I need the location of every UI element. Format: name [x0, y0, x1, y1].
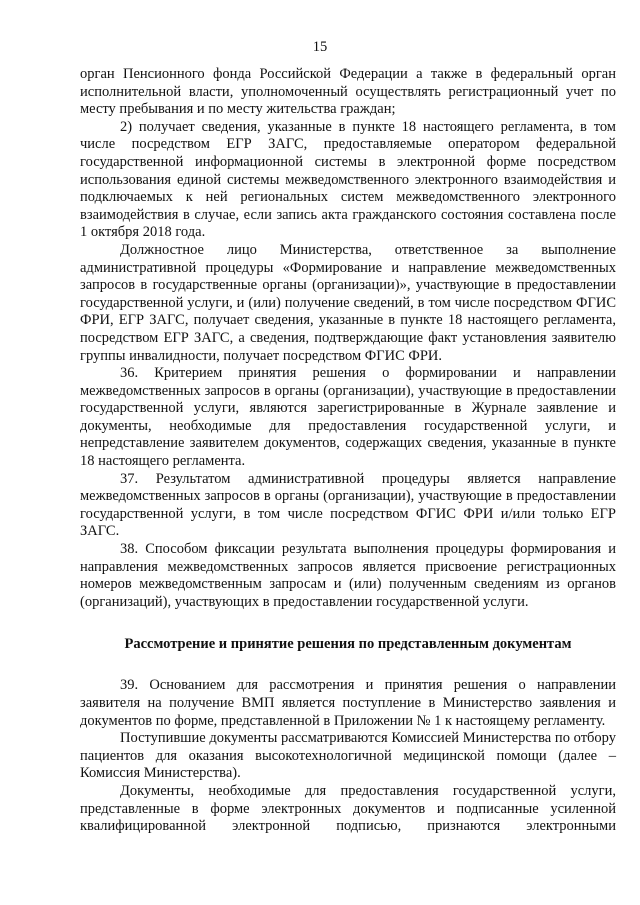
paragraph-electronic-documents: Документы, необходимые для предоставления государственной услуги, представленные в форме электронных документов и подписанные усиленной квалифицированной электронной подписью, признаются электронными	[80, 782, 616, 835]
section-heading: Рассмотрение и принятие решения по представленным документам	[124, 636, 572, 653]
paragraph-39: 39. Основанием для рассмотрения и принятия решения о направлении заявителя на получение ВМП является поступление в Министерство заявления и документов по форме, представленной в Приложении № 1 к настоящему регламенту.	[80, 677, 616, 729]
paragraph-continuation: орган Пенсионного фонда Российской Федерации а также в федеральный орган исполнительной власти, уполномоченный осуществлять регистрационный учет по месту пребывания и по месту жительства граждан;	[80, 66, 616, 118]
paragraph-official-responsibility: Должностное лицо Министерства, ответственное за выполнение административной процедуры «Формирование и направление межведомственных запросов в государственные органы (организации)», участвующие в предоставлении государственной услуги, и (или) получение сведений, в том числе посредством ФГИС ФРИ, ЕГР ЗАГС, получает сведения, указанные в пункте 18 настоящего регламента, посредством ЕГР ЗАГС, а сведения, подтверждающие факт установления заявителю группы инвалидности, получает посредством ФГИС ФРИ.	[80, 241, 616, 364]
document-body	[80, 66, 616, 836]
paragraph-36: 36. Критерием принятия решения о формировании и направлении межведомственных запросов в органы (организации), участвующие в предоставлении государственной услуги, являются зарегистрированные в Журнале заявление и документы, необходимые для предоставления государственной услуги, и непредставление заявителем документов, содержащих сведения, указанные в пункте 18 настоящего регламента.	[80, 365, 616, 470]
paragraph-37: 37. Результатом административной процедуры является направление межведомственных запросов в органы (организации), участвующие в предоставлении государственной услуги, в том числе посредством ФГИС ФРИ и/или только ЕГР ЗАГС.	[80, 470, 616, 540]
paragraph-item-2: 2) получает сведения, указанные в пункте 18 настоящего регламента, в том числе посредством ЕГР ЗАГС, предоставляемые оператором федеральной государственной информационной системы в электронной форме посредством использования единой системы межведомственного электронного взаимодействия и подключаемых к ней региональных систем межведомственного электронного взаимодействия в случае, если запись акта гражданского состояния составлена после 1 октября 2018 года.	[80, 118, 616, 241]
paragraph-38: 38. Способом фиксации результата выполнения процедуры формирования и направления межведомственных запросов является присвоение регистрационных номеров межведомственным запросам и (или) полученным сведениям из органов (организаций), участвующих в предоставлении государственной услуги.	[80, 541, 616, 610]
page-number: 15	[312, 39, 328, 55]
paragraph-received-documents: Поступившие документы рассматриваются Комиссией Министерства по отбору пациентов для оказания высокотехнологичной медицинской помощи (далее – Комиссия Министерства).	[80, 730, 616, 782]
